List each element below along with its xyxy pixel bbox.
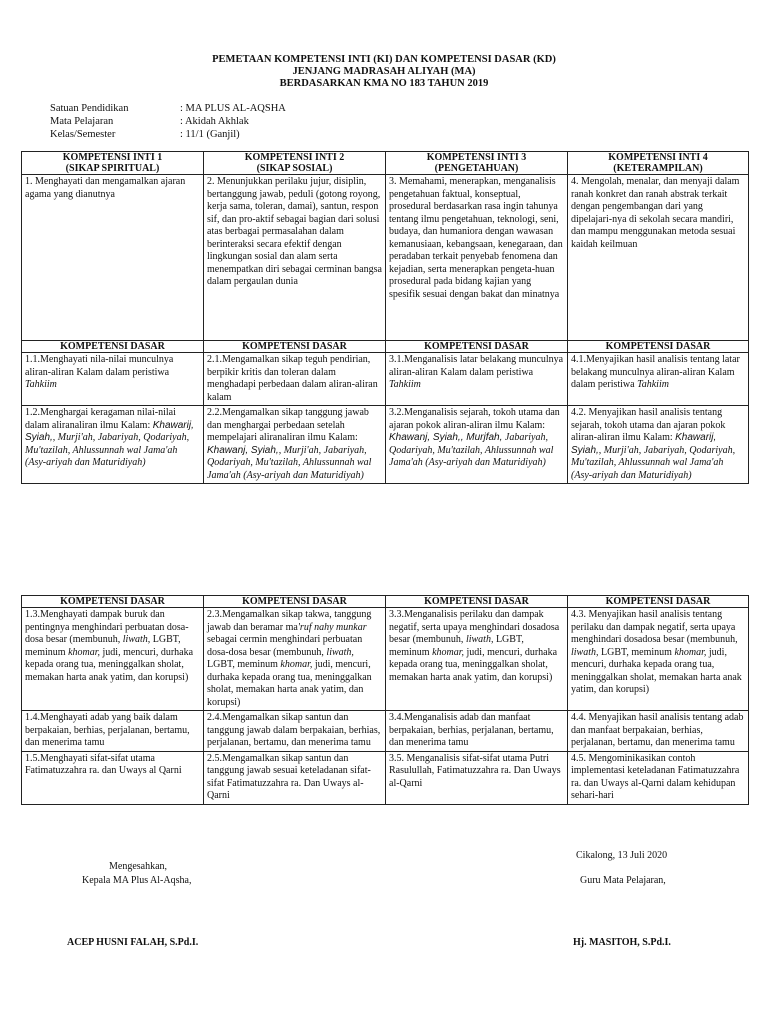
ki-content-row <box>22 175 749 341</box>
kd-row-3 <box>22 608 749 711</box>
kd-row-1 <box>22 353 749 406</box>
kd-row-2 <box>22 406 749 484</box>
kd-header-4b: KOMPETENSI DASAR <box>568 596 749 608</box>
competency-table-1 <box>21 151 749 484</box>
kd-1-1: 1.1.Menghayati nila-nilai munculnya aliran-aliran Kalam dalam peristiwa Tahkiim <box>22 353 204 406</box>
kd-row-5 <box>22 751 749 804</box>
kd-header-1: KOMPETENSI DASAR <box>22 341 204 353</box>
ki2-header: KOMPETENSI INTI 2 (SIKAP SOSIAL) <box>204 152 386 175</box>
ki4-cell: 4. Mengolah, menalar, dan menyaji dalam ranah konkret dan ranah abstrak terkait dengan pengembangan dari yang dipelajari-nya di sekolah secara mandiri, dan mampu menggunakan metoda sesuai kaidah keilmuan <box>568 175 749 341</box>
ki4-header: KOMPETENSI INTI 4 (KETERAMPILAN) <box>568 152 749 175</box>
ki-header-row <box>22 152 749 175</box>
kd-2-2: 2.2.Mengamalkan sikap tanggung jawab dan menghargai perbedaan setelah mempelajari aliranaliran ilmu Kalam: Khawanj, Syiah,, Murji'ah, Jabariyah, Qodariyah, Mu'tazilah, Ahlussunnah wal Jama'ah (Asy-ariyah dan Maturidiyah) <box>204 406 386 484</box>
kd-3-5: 3.5. Menganalisis sifat-sifat utama Putri Rasulullah, Fatimatuzzahra ra. Dan Uways al-Qarni <box>386 751 568 804</box>
headmaster-title: Kepala MA Plus Al-Aqsha, <box>82 875 192 886</box>
kd-header-2b: KOMPETENSI DASAR <box>204 596 386 608</box>
kd-3-3: 3.3.Menganalisis perilaku dan dampak negatif, serta upaya menghindari dosadosa besar (membunuh, liwath, LGBT, meminum khomar, judi, mencuri, durhaka kepada orang tua, meninggalkan sholat, memakan harta anak yatim, dan korupsi) <box>386 608 568 711</box>
class-value: : 11/1 (Ganjil) <box>180 129 240 140</box>
kd-header-1b: KOMPETENSI DASAR <box>22 596 204 608</box>
kd-4-4: 4.4. Menyajikan hasil analisis tentang adab dan manfaat berpakaian, berhias, perjalanan, bertamu, dan menerima tamu <box>568 711 749 752</box>
ki3-header: KOMPETENSI INTI 3 (PENGETAHUAN) <box>386 152 568 175</box>
kd-4-1: 4.1.Menyajikan hasil analisis tentang latar belakang munculnya aliran-aliran Kalam dalam peristiwa Tahkiim <box>568 353 749 406</box>
school-value: : MA PLUS AL-AQSHA <box>180 103 286 114</box>
kd-row-4 <box>22 711 749 752</box>
subject-label: Mata Pelajaran <box>50 116 114 127</box>
kd-1-3: 1.3.Menghayati dampak buruk dan pentingnya menghindari perbuatan dosa-dosa besar (membunuh, liwath, LGBT, meminum khomar, judi, mencuri, durhaka kepada orang tua, meninggalkan sholat, memakan harta anak yatim, dan korupsi) <box>22 608 204 711</box>
kd-3-1: 3.1.Menganalisis latar belakang munculnya aliran-aliran Kalam dalam peristiwa Tahkiim <box>386 353 568 406</box>
kd-1-2: 1.2.Menghargai keragaman nilai-nilai dalam aliranaliran ilmu Kalam: Khawarij, Syiah,, Murji'ah, Jabariyah, Qodariyah, Mu'tazilah, Ahlussunnah wal Jama'ah (Asy-ariyah dan Maturidiyah) <box>22 406 204 484</box>
doc-title-line2: JENJANG MADRASAH ALIYAH (MA) <box>292 66 476 77</box>
kd-header-2: KOMPETENSI DASAR <box>204 341 386 353</box>
kd-2-3: 2.3.Mengamalkan sikap takwa, tanggung jawab dan beramar ma'ruf nahy munkar sebagai cermin menghindari perbuatan dosa-dosa besar (membunuh, liwath, LGBT, meminum khomar, judi, mencuri, durhaka kepada orang tua, meninggalkan sholat, memakan harta anak yatim, dan korupsi) <box>204 608 386 711</box>
kd-3-4: 3.4.Menganalisis adab dan manfaat berpakaian, berhias, perjalanan, bertamu, dan menerima tamu <box>386 711 568 752</box>
competency-table-2 <box>21 595 749 805</box>
kd-4-3: 4.3. Menyajikan hasil analisis tentang perilaku dan dampak negatif, serta upaya menghindari dosadosa besar (membunuh, liwath, LGBT, meminum khomar, judi, mencuri, durhaka kepada orang tua, meninggalkan sholat, memakan harta anak yatim, dan korupsi) <box>568 608 749 711</box>
ki1-cell: 1. Menghayati dan mengamalkan ajaran agama yang dianutnya <box>22 175 204 341</box>
subject-value: : Akidah Akhlak <box>180 116 249 127</box>
kd-header-row <box>22 341 749 353</box>
kd-header-4: KOMPETENSI DASAR <box>568 341 749 353</box>
ki3-cell: 3. Memahami, menerapkan, menganalisis pengetahuan faktual, konseptual, prosedural berdasarkan rasa ingin tahunya tentang ilmu pengetahuan, teknologi, seni, budaya, dan humaniora dengan wawasan kemanusiaan, kebangsaan, kenegaraan, dan peradaban terkait penyebab fenomena dan kejadian, serta menerapkan pengeta-huan prosedural pada bidang kajian yang spesifik sesuai dengan bakat dan minatnya <box>386 175 568 341</box>
kd-2-1: 2.1.Mengamalkan sikap teguh pendirian, berpikir kritis dan toleran dalam menghadapi perbedaan dalam aliran-aliran kalam <box>204 353 386 406</box>
place-date: Cikalong, 13 Juli 2020 <box>576 850 668 861</box>
kd-header-3b: KOMPETENSI DASAR <box>386 596 568 608</box>
headmaster-name: ACEP HUSNI FALAH, S.Pd.I. <box>67 937 199 948</box>
teacher-name: Hj. MASITOH, S.Pd.I. <box>573 937 671 948</box>
kd-4-5: 4.5. Mengominikasikan contoh implementasi keteladanan Fatimatuzzahra ra. dan Uways al-Qarni dalam kehidupan sehari-hari <box>568 751 749 804</box>
kd-1-5: 1.5.Menghayati sifat-sifat utama Fatimatuzzahra ra. dan Uways al Qarni <box>22 751 204 804</box>
ki2-cell: 2. Menunjukkan perilaku jujur, disiplin, bertanggung jawab, peduli (gotong royong, kerja sama, toleran, damai), santun, respon sif, dan pro-aktif sebagai bagian dari solusi atas berbagai permasalahan dalam berinteraksi secara efektif dengan lingkungan sosial dan alam serta menempatkan diri sebagai cerminan bangsa dalam pergaulan dunia <box>204 175 386 341</box>
kd-1-4: 1.4.Menghayati adab yang baik dalam berpakaian, berhias, perjalanan, bertamu, dan menerima tamu <box>22 711 204 752</box>
kd-2-5: 2.5.Mengamalkan sikap santun dan tanggung jawab sesuai keteladanan sifat-sifat Fatimatuzzahra ra. Dan Uways al-Qarni <box>204 751 386 804</box>
kd-2-4: 2.4.Mengamalkan sikap santun dan tanggung jawab dalam berpakaian, berhias, perjalanan, bertamu, dan menerima tamu <box>204 711 386 752</box>
doc-title-line3: BERDASARKAN KMA NO 183 TAHUN 2019 <box>279 78 489 89</box>
identity-block <box>50 102 286 141</box>
kd-header-row-2 <box>22 596 749 608</box>
kd-header-3: KOMPETENSI DASAR <box>386 341 568 353</box>
school-label: Satuan Pendidikan <box>50 103 129 114</box>
approval-label: Mengesahkan, <box>109 861 168 872</box>
kd-3-2: 3.2.Menganalisis sejarah, tokoh utama dan ajaran pokok aliran-aliran ilmu Kalam: Khawanj, Syiah,, Murjfah, Jabariyah, Qodariyah, Mu'tazilah, Ahlussunnah wal Jama'ah (Asy-ariyah dan Maturidiyah) <box>386 406 568 484</box>
class-label: Kelas/Semester <box>50 129 116 140</box>
ki1-header: KOMPETENSI INTI 1 (SIKAP SPIRITUAL) <box>22 152 204 175</box>
doc-title-line1: PEMETAAN KOMPETENSI INTI (KI) DAN KOMPETENSI DASAR (KD) <box>212 54 556 65</box>
kd-4-2: 4.2. Menyajikan hasil analisis tentang sejarah, tokoh utama dan ajaran pokok aliran-aliran ilmu Kalam: Khawarij, Syiah,, Murji'ah, Jabariyah, Qodariyah, Mu'tazilah, Ahlussunnah wal Jama'ah (Asy-ariyah dan Maturidiyah) <box>568 406 749 484</box>
teacher-title: Guru Mata Pelajaran, <box>580 875 666 886</box>
